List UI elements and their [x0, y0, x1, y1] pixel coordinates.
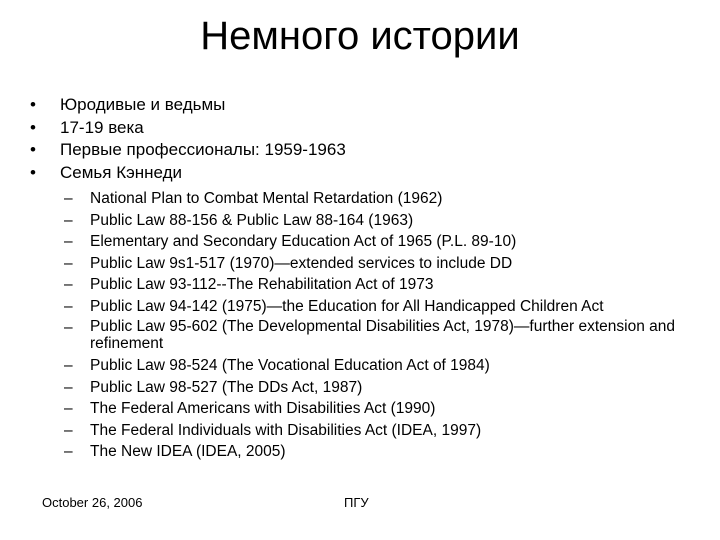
bullet-text: 17-19 века [60, 117, 144, 137]
sub-item [64, 441, 704, 463]
sub-marker: – [64, 443, 73, 460]
footer-date: October 26, 2006 [42, 495, 143, 510]
sub-marker: – [64, 297, 73, 315]
sub-item [64, 274, 704, 296]
sub-item [64, 231, 704, 253]
sub-marker: – [64, 233, 73, 250]
bullet-text: Юродивые и ведьмы [60, 95, 226, 114]
sub-text: The Federal Americans with Disabilities Act (1990) [90, 400, 436, 417]
sub-item [64, 420, 704, 442]
sub-marker: – [64, 400, 73, 417]
sub-item [64, 253, 704, 275]
sub-item [64, 296, 704, 318]
bullet-marker: • [30, 95, 36, 114]
sub-text: Public Law 98-524 (The Vocational Education Act of 1984) [90, 357, 490, 374]
sub-text: Public Law 93-112--The Rehabilitation Act of 1973 [90, 276, 434, 293]
sub-marker: – [64, 276, 73, 293]
sub-item [64, 210, 704, 232]
slide-title: Немного истории [200, 14, 520, 58]
sub-text: The Federal Individuals with Disabilities Act (IDEA, 1997) [90, 421, 482, 439]
bullet-list [30, 94, 346, 184]
sub-text: Public Law 9s1-517 (1970)—extended services to include DD [90, 254, 513, 272]
sub-marker: – [64, 319, 73, 336]
bullet-marker: • [30, 162, 36, 182]
sub-marker: – [64, 378, 73, 396]
footer-center-text: ПГУ [344, 495, 369, 510]
sub-text: The New IDEA (IDEA, 2005) [90, 443, 286, 460]
sub-text: Public Law 94-142 (1975)—the Education for All Handicapped Children Act [90, 297, 604, 315]
sub-item [64, 317, 704, 355]
bullet-text: Первые профессионалы: 1959-1963 [60, 140, 346, 159]
sub-text: Elementary and Secondary Education Act of 1965 (P.L. 89-10) [90, 233, 517, 250]
bullet-item [30, 94, 346, 117]
sub-text: Public Law 98-527 (The DDs Act, 1987) [90, 378, 363, 396]
bullet-item [30, 139, 346, 162]
bullet-marker: • [30, 140, 36, 159]
sub-text: Public Law 95-602 (The Developmental Disabilities Act, 1978)—further extension and refinement [90, 318, 676, 352]
sub-item [64, 188, 704, 210]
sub-marker: – [64, 254, 73, 272]
sub-item [64, 398, 704, 420]
sub-text: Public Law 88-156 & Public Law 88-164 (1963) [90, 211, 414, 229]
bullet-text: Семья Кэннеди [60, 162, 183, 182]
sub-list [64, 188, 704, 463]
sub-marker: – [64, 211, 73, 229]
bullet-item [30, 162, 346, 185]
sub-marker: – [64, 190, 73, 207]
sub-item [64, 355, 704, 377]
sub-text: National Plan to Combat Mental Retardation (1962) [90, 190, 443, 207]
sub-marker: – [64, 357, 73, 374]
bullet-marker: • [30, 117, 36, 137]
sub-marker: – [64, 421, 73, 439]
bullet-item [30, 117, 346, 140]
sub-item [64, 377, 704, 399]
